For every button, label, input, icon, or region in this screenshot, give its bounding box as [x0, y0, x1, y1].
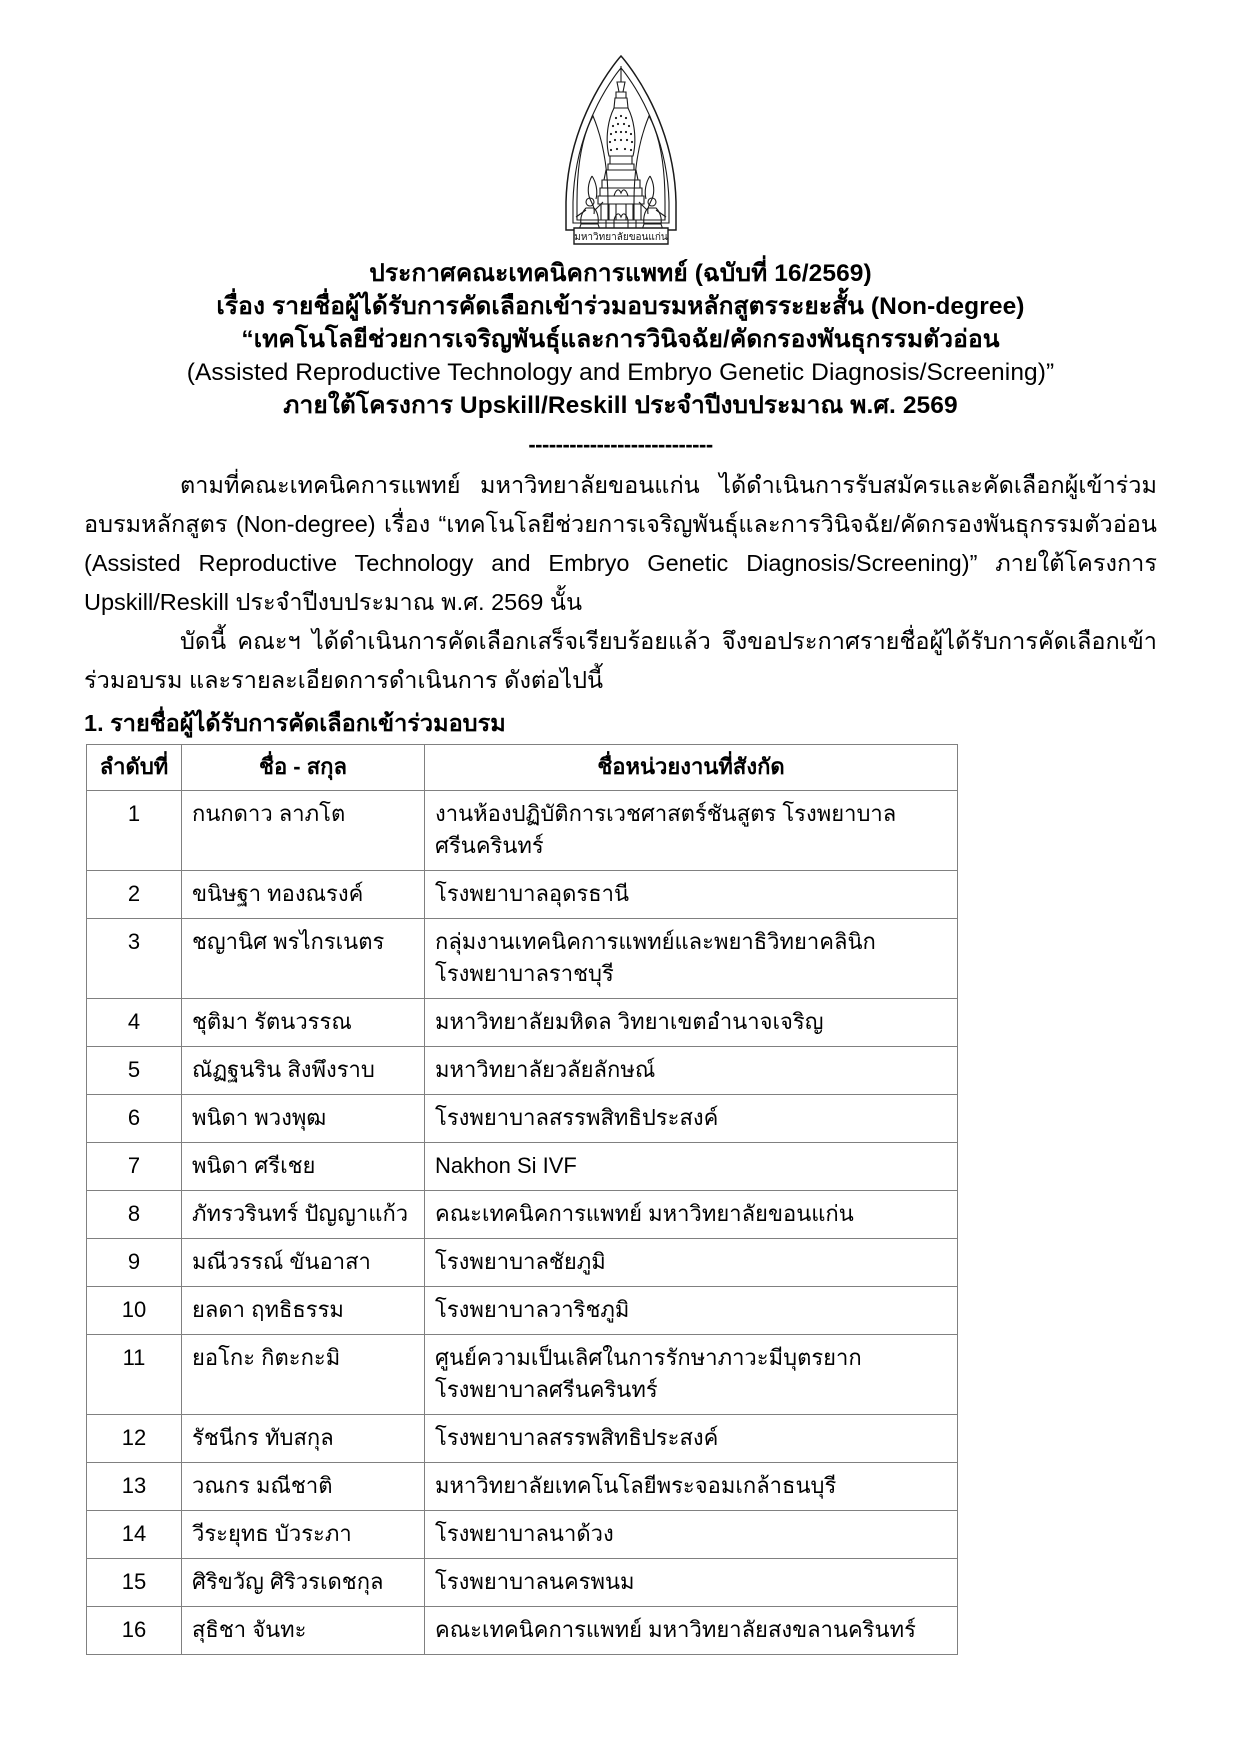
cell-org-line: โรงพยาบาลชัยภูมิ	[435, 1249, 606, 1274]
cell-org	[425, 1047, 958, 1095]
cell-org-line: โรงพยาบาลนครพนม	[435, 1569, 635, 1594]
cell-no: 5	[87, 1047, 182, 1095]
cell-org-line: โรงพยาบาลสรรพสิทธิประสงค์	[435, 1425, 719, 1450]
cell-name: พนิดา ศรีเชย	[182, 1143, 425, 1191]
cell-org	[425, 1607, 958, 1655]
title-line-2: เรื่อง รายชื่อผู้ได้รับการคัดเลือกเข้าร่วมอบรมหลักสูตรระยะสั้น (Non-degree)	[216, 293, 1025, 320]
announcement-body	[84, 466, 1157, 700]
cell-org-line: คณะเทคนิคการแพทย์ มหาวิทยาลัยขอนแก่น	[435, 1201, 854, 1226]
body-paragraph-2: บัดนี้ คณะฯ ได้ดำเนินการคัดเลือกเสร็จเรียบร้อยแล้ว จึงขอประกาศรายชื่อผู้ได้รับการคัดเลือกเข้าร่วมอบรม และรายละเอียดการดำเนินการ ดังต่อไปนี้	[84, 628, 1157, 693]
cell-no: 3	[87, 919, 182, 999]
cell-org-line: โรงพยาบาลศรีนครินทร์	[435, 1377, 658, 1402]
cell-org-line: โรงพยาบาลวาริชภูมิ	[435, 1297, 630, 1322]
cell-name: ชญานิศ พรไกรเนตร	[182, 919, 425, 999]
cell-org-line: งานห้องปฏิบัติการเวชศาสตร์ชันสูตร โรงพยาบาลศรีนครินทร์	[435, 801, 897, 858]
table-row	[87, 1191, 958, 1239]
emblem-banner-text: มหาวิทยาลัยขอนแก่น	[573, 232, 668, 243]
cell-org-line: Nakhon Si IVF	[435, 1153, 577, 1178]
cell-org-line: คณะเทคนิคการแพทย์ มหาวิทยาลัยสงขลานครินทร์	[435, 1617, 916, 1642]
table-row	[87, 1559, 958, 1607]
table-row	[87, 1607, 958, 1655]
table-header-row	[87, 745, 958, 791]
column-header-name: ชื่อ - สกุล	[182, 745, 425, 791]
table-body	[87, 791, 958, 1655]
announcement-title-block	[0, 257, 1241, 422]
cell-org	[425, 1335, 958, 1415]
cell-no: 4	[87, 999, 182, 1047]
cell-no: 7	[87, 1143, 182, 1191]
cell-org-line: โรงพยาบาลนาด้วง	[435, 1521, 614, 1546]
cell-name: วีระยุทธ บัวระภา	[182, 1511, 425, 1559]
cell-org	[425, 1511, 958, 1559]
title-line-5: ภายใต้โครงการ Upskill/Reskill ประจำปีงบประมาณ พ.ศ. 2569	[283, 392, 958, 419]
cell-org-line: กลุ่มงานเทคนิคการแพทย์และพยาธิวิทยาคลินิก	[435, 929, 876, 954]
cell-org	[425, 1287, 958, 1335]
table-row	[87, 1511, 958, 1559]
cell-no: 16	[87, 1607, 182, 1655]
cell-no: 10	[87, 1287, 182, 1335]
cell-org	[425, 1559, 958, 1607]
column-header-no: ลำดับที่	[87, 745, 182, 791]
section-1-heading: 1. รายชื่อผู้ได้รับการคัดเลือกเข้าร่วมอบรม	[84, 710, 506, 736]
table-row	[87, 1239, 958, 1287]
cell-no: 12	[87, 1415, 182, 1463]
title-divider: ---------------------------	[528, 432, 713, 457]
cell-org	[425, 999, 958, 1047]
cell-name: ยลดา ฤทธิธรรม	[182, 1287, 425, 1335]
cell-org	[425, 1239, 958, 1287]
table-row	[87, 1095, 958, 1143]
cell-org	[425, 1143, 958, 1191]
cell-no: 13	[87, 1463, 182, 1511]
cell-org	[425, 871, 958, 919]
table-row	[87, 1463, 958, 1511]
cell-name: วณกร มณีชาติ	[182, 1463, 425, 1511]
table-row	[87, 1287, 958, 1335]
cell-name: ศิริขวัญ ศิริวรเดชกุล	[182, 1559, 425, 1607]
cell-org-line: มหาวิทยาลัยมหิดล วิทยาเขตอำนาจเจริญ	[435, 1009, 824, 1034]
cell-no: 1	[87, 791, 182, 871]
body-paragraph-1: ตามที่คณะเทคนิคการแพทย์ มหาวิทยาลัยขอนแก่น ได้ดำเนินการรับสมัครและคัดเลือกผู้เข้าร่วมอบรมหลักสูตร (Non-degree) เรื่อง “เทคโนโลยีช่วยการเจริญพันธุ์และการวินิจฉัย/คัดกรองพันธุกรรมตัวอ่อน (Assisted Reproductive Technology and Embryo Genetic Diagnosis/Screening)” ภายใต้โครงการ Upskill/Reskill ประจำปีงบประมาณ พ.ศ. 2569 นั้น	[84, 472, 1157, 615]
cell-org-line: โรงพยาบาลอุดรธานี	[435, 881, 630, 906]
title-line-1: ประกาศคณะเทคนิคการแพทย์ (ฉบับที่ 16/2569)	[369, 260, 872, 287]
cell-name: ขนิษฐา ทองณรงค์	[182, 871, 425, 919]
table-row	[87, 999, 958, 1047]
cell-org	[425, 1191, 958, 1239]
cell-name: สุธิชา จันทะ	[182, 1607, 425, 1655]
cell-no: 14	[87, 1511, 182, 1559]
cell-org-line: ศูนย์ความเป็นเลิศในการรักษาภาวะมีบุตรยาก	[435, 1345, 862, 1370]
cell-name: มณีวรรณ์ ขันอาสา	[182, 1239, 425, 1287]
cell-name: ณัฏฐนริน สิงพึงราบ	[182, 1047, 425, 1095]
table-row	[87, 1415, 958, 1463]
cell-no: 11	[87, 1335, 182, 1415]
cell-org	[425, 1463, 958, 1511]
cell-name: ภัทรวรินทร์ ปัญญาแก้ว	[182, 1191, 425, 1239]
cell-org	[425, 1415, 958, 1463]
logo-container	[0, 0, 1241, 247]
cell-org-line: โรงพยาบาลสรรพสิทธิประสงค์	[435, 1105, 719, 1130]
cell-name: กนกดาว ลาภโต	[182, 791, 425, 871]
khon-kaen-university-emblem-icon	[546, 52, 696, 247]
cell-name: รัชนีกร ทับสกุล	[182, 1415, 425, 1463]
cell-no: 9	[87, 1239, 182, 1287]
table-row	[87, 1047, 958, 1095]
table-row	[87, 919, 958, 999]
title-line-4: (Assisted Reproductive Technology and Embryo Genetic Diagnosis/Screening)”	[186, 359, 1055, 386]
column-header-org: ชื่อหน่วยงานที่สังกัด	[425, 745, 958, 791]
cell-org-line: มหาวิทยาลัยวลัยลักษณ์	[435, 1057, 656, 1082]
cell-name: พนิดา พวงพุฒ	[182, 1095, 425, 1143]
selected-participants-table	[86, 744, 958, 1655]
table-row	[87, 791, 958, 871]
table-row	[87, 1143, 958, 1191]
cell-name: ยอโกะ กิตะกะมิ	[182, 1335, 425, 1415]
cell-org	[425, 791, 958, 871]
title-line-3: “เทคโนโลยีช่วยการเจริญพันธุ์และการวินิจฉัย/คัดกรองพันธุกรรมตัวอ่อน	[241, 326, 1000, 353]
cell-no: 15	[87, 1559, 182, 1607]
cell-org	[425, 1095, 958, 1143]
cell-org	[425, 919, 958, 999]
cell-name: ชุติมา รัตนวรรณ	[182, 999, 425, 1047]
cell-no: 2	[87, 871, 182, 919]
table-row	[87, 871, 958, 919]
table-row	[87, 1335, 958, 1415]
cell-org-line: มหาวิทยาลัยเทคโนโลยีพระจอมเกล้าธนบุรี	[435, 1473, 837, 1498]
cell-no: 6	[87, 1095, 182, 1143]
cell-no: 8	[87, 1191, 182, 1239]
cell-org-line: โรงพยาบาลราชบุรี	[435, 961, 614, 986]
